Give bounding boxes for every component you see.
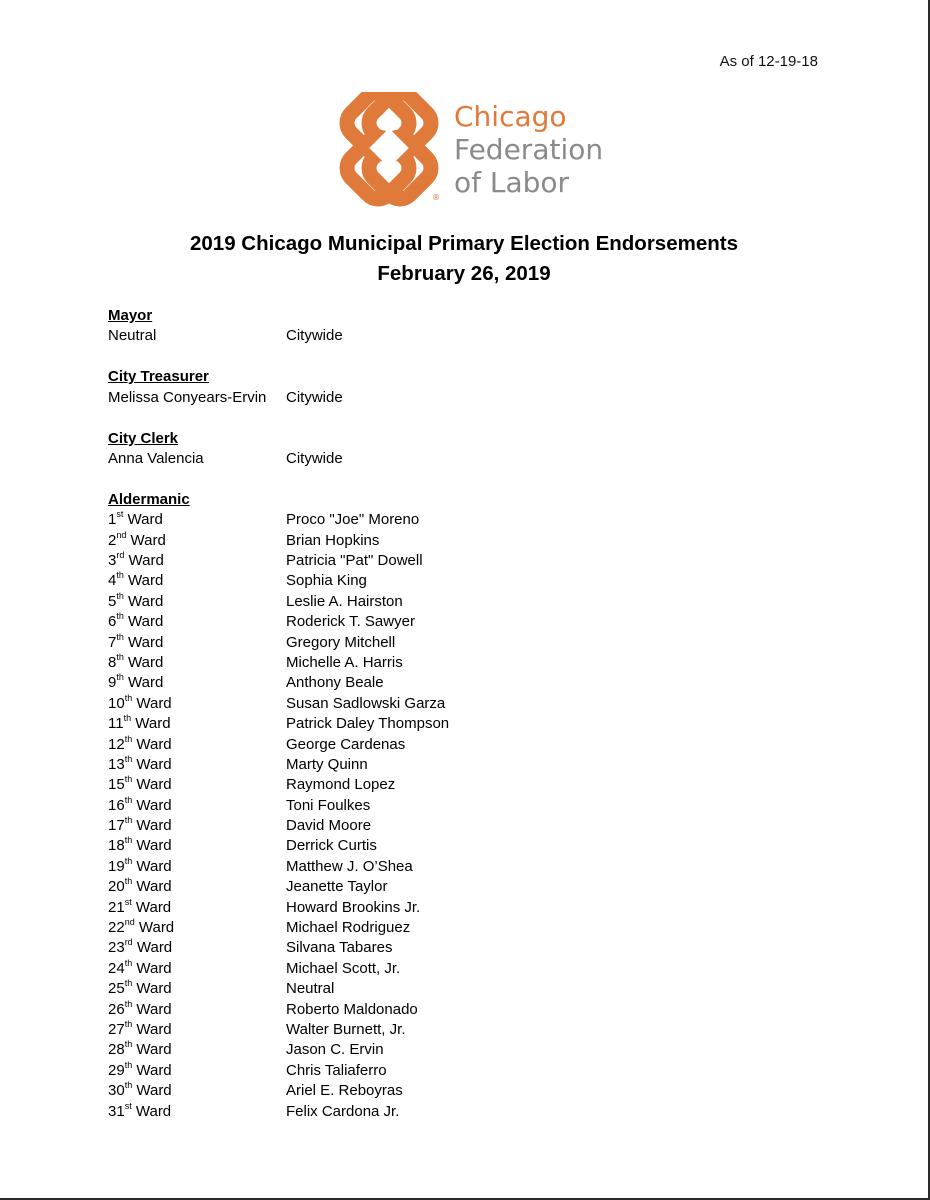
ward-number: 17 — [108, 817, 125, 835]
ward-row — [108, 918, 808, 938]
ward-label — [108, 755, 286, 775]
candidate-name: Neutral — [286, 980, 335, 998]
ward-number: 3 — [108, 552, 117, 570]
ward-label — [108, 735, 286, 755]
ordinal-suffix: th — [116, 631, 124, 642]
ward-word: Ward — [131, 715, 171, 733]
ward-number: 12 — [108, 735, 125, 753]
ward-word: Ward — [123, 592, 164, 610]
ward-word: Ward — [132, 755, 172, 773]
ward-word: Ward — [132, 1041, 172, 1059]
section-city-treasurer — [108, 367, 808, 408]
ward-label — [108, 775, 286, 795]
candidate-name: Brian Hopkins — [286, 531, 380, 549]
ward-word: Ward — [126, 531, 166, 549]
ward-row — [108, 653, 808, 673]
ward-row — [108, 531, 808, 551]
ordinal-suffix: th — [124, 876, 133, 887]
ward-label — [108, 1040, 286, 1060]
ward-label — [108, 1081, 286, 1101]
ordinal-suffix: th — [124, 1080, 133, 1091]
ward-row — [108, 796, 808, 816]
candidate-name: Michael Scott, Jr. — [286, 959, 401, 977]
ward-row — [108, 857, 808, 877]
ward-label — [108, 938, 286, 958]
ordinal-suffix: th — [124, 1059, 133, 1070]
candidate-name: Derrick Curtis — [286, 837, 377, 855]
logo-line-1: Chicago — [454, 100, 567, 133]
logo-wordmark — [454, 100, 603, 199]
ward-row — [108, 1102, 808, 1122]
ward-number: 22 — [108, 919, 125, 937]
ordinal-suffix: th — [124, 1019, 133, 1029]
ward-number: 8 — [108, 653, 117, 671]
ward-number: 2 — [108, 531, 117, 549]
ward-label — [108, 714, 286, 734]
ward-label — [108, 571, 286, 591]
candidate-name: Jeanette Taylor — [286, 878, 388, 896]
candidate-name: Matthew J. O’Shea — [286, 857, 413, 875]
ward-number: 6 — [108, 613, 117, 631]
ward-row — [108, 816, 808, 836]
candidate-name: Roderick T. Sawyer — [286, 613, 415, 631]
ward-label — [108, 673, 286, 693]
ward-label — [108, 612, 286, 632]
ward-number: 15 — [108, 776, 125, 794]
section-heading: Mayor — [108, 307, 153, 324]
candidate-name: Gregory Mitchell — [286, 633, 396, 651]
endorsement-row — [108, 449, 808, 469]
ordinal-suffix: th — [124, 978, 133, 989]
ward-word: Ward — [132, 878, 172, 896]
section-heading: City Treasurer — [108, 368, 209, 386]
candidate-name: Howard Brookins Jr. — [286, 898, 421, 916]
ordinal-suffix: st — [124, 896, 132, 907]
ordinal-suffix: th — [116, 651, 124, 662]
ward-number: 7 — [108, 633, 117, 651]
ward-word: Ward — [123, 633, 164, 651]
logo-line-2: Federation — [454, 133, 604, 166]
ordinal-suffix: th — [116, 590, 124, 601]
endorsement-row — [108, 388, 808, 408]
candidate-name: Neutral — [108, 327, 157, 345]
ordinal-suffix: th — [124, 998, 133, 1009]
ward-number: 4 — [108, 572, 117, 590]
ordinal-suffix: nd — [124, 917, 135, 928]
candidate-name: Melissa Conyears-Ervin — [108, 388, 267, 406]
ward-label — [108, 633, 286, 653]
interlocked-chain-logo-icon — [330, 92, 450, 207]
ward-label — [108, 857, 286, 877]
ward-row — [108, 959, 808, 979]
candidate-name: Chris Taliaferro — [286, 1061, 387, 1079]
ward-list — [108, 510, 808, 1122]
ward-row — [108, 898, 808, 918]
ward-label — [108, 1000, 286, 1020]
ordinal-suffix: th — [116, 570, 124, 581]
ward-number: 28 — [108, 1041, 125, 1059]
endorsements-list — [108, 306, 808, 1142]
ward-label — [108, 979, 286, 999]
ordinal-suffix: th — [124, 774, 133, 785]
ward-row — [108, 1020, 808, 1040]
ward-label — [108, 918, 286, 938]
ordinal-suffix: rd — [124, 937, 133, 948]
ward-word: Ward — [123, 674, 164, 692]
ward-label — [108, 898, 286, 918]
ward-row — [108, 714, 808, 734]
ward-word: Ward — [132, 1082, 172, 1100]
district-area: Citywide — [286, 449, 343, 467]
ordinal-suffix: th — [116, 611, 124, 622]
title-line-2: February 26, 2019 — [377, 262, 551, 285]
ward-word: Ward — [131, 1102, 172, 1120]
ward-row — [108, 979, 808, 999]
ward-number: 20 — [108, 878, 125, 896]
ordinal-suffix: th — [124, 733, 133, 744]
ordinal-suffix: th — [124, 957, 133, 968]
endorsement-row — [108, 326, 808, 346]
ward-word: Ward — [123, 653, 164, 671]
candidate-name: Anna Valencia — [108, 449, 204, 467]
logo-line-3: of Labor — [454, 166, 570, 199]
ward-word: Ward — [132, 980, 172, 998]
candidate-name: Leslie A. Hairston — [286, 592, 403, 610]
candidate-name: Raymond Lopez — [286, 776, 396, 794]
candidate-name: Proco "Joe" Moreno — [286, 511, 420, 529]
ordinal-suffix: st — [116, 509, 124, 520]
ward-word: Ward — [132, 1061, 172, 1079]
candidate-name: Anthony Beale — [286, 674, 384, 692]
ward-word: Ward — [123, 613, 164, 631]
ward-label — [108, 836, 286, 856]
ward-label — [108, 653, 286, 673]
ordinal-suffix: rd — [116, 550, 125, 561]
candidate-name: Walter Burnett, Jr. — [286, 1021, 406, 1038]
candidate-name: Patrick Daley Thompson — [286, 715, 450, 733]
ward-number: 10 — [108, 694, 125, 712]
district-area: Citywide — [286, 388, 343, 406]
ward-word: Ward — [132, 857, 172, 875]
ward-number: 19 — [108, 857, 125, 875]
ordinal-suffix: th — [124, 1039, 133, 1050]
ward-number: 9 — [108, 674, 117, 692]
ward-label — [108, 531, 286, 551]
candidate-name: Michelle A. Harris — [286, 653, 403, 671]
document-title — [0, 229, 928, 289]
ward-row — [108, 633, 808, 653]
ward-row — [108, 1081, 808, 1101]
ward-number: 29 — [108, 1061, 125, 1079]
ordinal-suffix: nd — [116, 529, 127, 540]
ward-row — [108, 694, 808, 714]
ward-row — [108, 1061, 808, 1081]
ward-word: Ward — [132, 1021, 172, 1038]
ward-row — [108, 938, 808, 958]
ordinal-suffix: th — [124, 835, 133, 846]
title-line-1: 2019 Chicago Municipal Primary Election Endorsements — [190, 232, 738, 255]
candidate-name: Silvana Tabares — [286, 939, 393, 957]
ward-label — [108, 510, 286, 530]
ward-word: Ward — [124, 552, 164, 570]
ward-label — [108, 1061, 286, 1081]
ward-word: Ward — [131, 898, 172, 916]
ward-number: 23 — [108, 939, 125, 957]
ward-number: 30 — [108, 1082, 125, 1100]
ward-row — [108, 775, 808, 795]
district-area: Citywide — [286, 327, 343, 345]
ward-number: 1 — [108, 511, 117, 529]
ward-label — [108, 1020, 286, 1040]
candidate-name: Roberto Maldonado — [286, 1000, 418, 1018]
ward-word: Ward — [132, 735, 172, 753]
ward-number: 5 — [108, 592, 117, 610]
ward-word: Ward — [132, 837, 172, 855]
ward-label — [108, 816, 286, 836]
section-aldermanic — [108, 490, 808, 1122]
ordinal-suffix: th — [124, 815, 133, 826]
ward-number: 11 — [108, 715, 124, 733]
ward-word: Ward — [132, 817, 172, 835]
ward-number: 24 — [108, 959, 125, 977]
ordinal-suffix: th — [124, 855, 133, 866]
ward-word: Ward — [132, 959, 172, 977]
ward-label — [108, 796, 286, 816]
ward-label — [108, 551, 286, 571]
ordinal-suffix: st — [124, 1100, 132, 1111]
ordinal-suffix: th — [123, 713, 132, 724]
cfl-logo — [330, 92, 604, 207]
ward-word: Ward — [132, 1000, 172, 1018]
ward-number: 16 — [108, 796, 125, 814]
as-of-date: As of 12-19-18 — [719, 53, 818, 70]
candidate-name: Michael Rodriguez — [286, 919, 411, 937]
ward-row — [108, 1000, 808, 1020]
ordinal-suffix: th — [116, 672, 124, 683]
section-heading: Aldermanic — [108, 490, 190, 508]
ward-label — [108, 592, 286, 612]
candidate-name: Marty Quinn — [286, 755, 368, 773]
candidate-name: Sophia King — [286, 572, 367, 590]
section-city-clerk — [108, 429, 808, 470]
ward-label — [108, 694, 286, 714]
ward-row — [108, 510, 808, 530]
candidate-name: Patricia "Pat" Dowell — [286, 552, 423, 570]
ward-word: Ward — [132, 796, 172, 814]
ward-word: Ward — [132, 939, 173, 957]
ward-label — [108, 1102, 286, 1122]
ward-number: 21 — [108, 898, 125, 916]
ward-row — [108, 571, 808, 591]
ward-number: 27 — [108, 1021, 125, 1038]
ward-row — [108, 592, 808, 612]
ordinal-suffix: th — [124, 692, 133, 703]
ordinal-suffix: th — [124, 794, 133, 805]
ward-row — [108, 673, 808, 693]
ward-word: Ward — [132, 694, 172, 712]
ward-row — [108, 1040, 808, 1060]
ward-row — [108, 755, 808, 775]
section-heading: City Clerk — [108, 429, 179, 447]
candidate-name: Felix Cardona Jr. — [286, 1102, 400, 1120]
candidate-name: Toni Foulkes — [286, 796, 371, 814]
ward-word: Ward — [123, 511, 163, 529]
ward-label — [108, 959, 286, 979]
ward-number: 26 — [108, 1000, 125, 1018]
candidate-name: David Moore — [286, 817, 372, 835]
ward-label — [108, 877, 286, 897]
ward-row — [108, 836, 808, 856]
ward-row — [108, 877, 808, 897]
candidate-name: Susan Sadlowski Garza — [286, 694, 446, 712]
ward-number: 18 — [108, 837, 125, 855]
ward-row — [108, 735, 808, 755]
ward-number: 13 — [108, 755, 125, 773]
ward-word: Ward — [134, 919, 175, 937]
candidate-name: Jason C. Ervin — [286, 1041, 384, 1059]
candidate-name: George Cardenas — [286, 735, 406, 753]
ward-row — [108, 612, 808, 632]
ward-word: Ward — [123, 572, 164, 590]
ward-number: 31 — [108, 1102, 125, 1120]
svg-text:®: ® — [432, 193, 440, 202]
section-mayor — [108, 306, 808, 347]
ward-row — [108, 551, 808, 571]
ordinal-suffix: th — [124, 753, 133, 764]
ward-number: 25 — [108, 980, 125, 998]
candidate-name: Ariel E. Reboyras — [286, 1082, 403, 1100]
ward-word: Ward — [132, 776, 172, 794]
